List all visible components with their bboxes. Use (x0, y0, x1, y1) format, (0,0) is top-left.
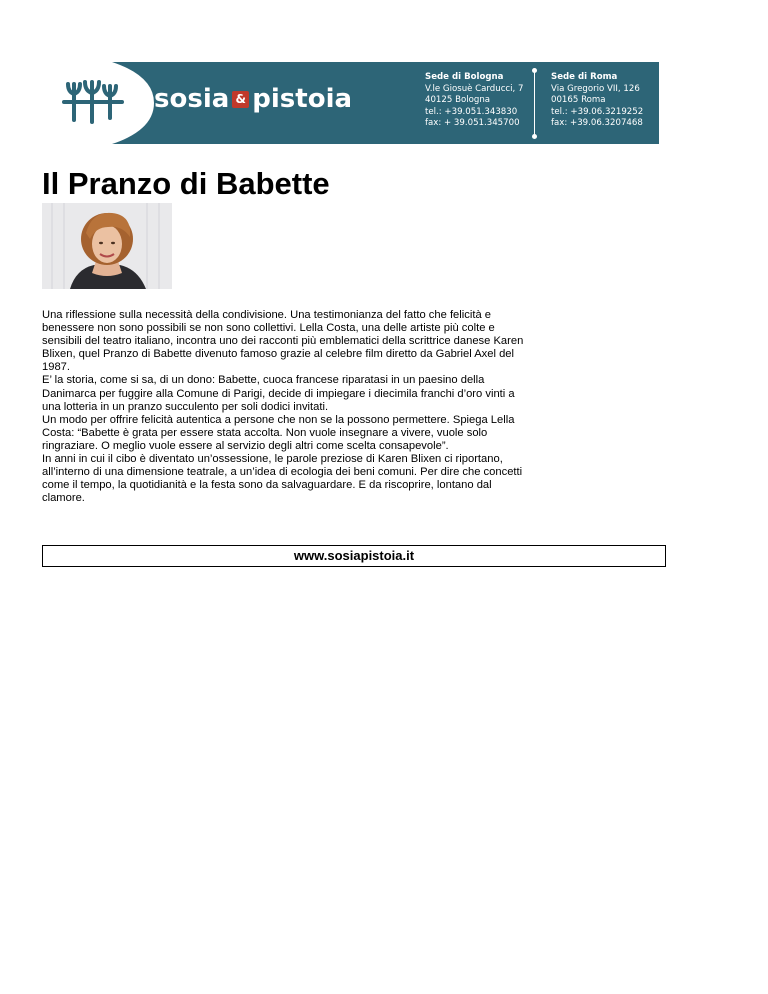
ampersand-badge: & (232, 91, 249, 108)
office-roma-phone: tel.: +39.06.3219252 (551, 106, 644, 117)
office-roma-city: 00165 Roma (551, 95, 606, 105)
article-paragraph: Un modo per offrire felicità autentica a persone che non se la possono permettere. Spiega Lella Costa: “Babette è grata per essere stata accolta. Non vuole insegnare a vivere, vuole solo ringraziare. O meglio vuole essere al servizio degli altri come scelta consapevole”. (42, 413, 515, 452)
office-bologna-phone: tel.: +39.051.343830 (425, 106, 518, 117)
brand-right: pistoia (252, 84, 353, 114)
office-roma-fax: fax: +39.06.3207468 (551, 118, 643, 128)
article-paragraph: E’ la storia, come si sa, di un dono: Babette, cuoca francese riparatasi in un paesino della Danimarca per fuggire alla Comune di Parigi, decide di impiegare i diecimila franchi d’oro vinti a una lotteria in un pranzo succulento per soli dodici invitati. (42, 374, 515, 413)
office-roma-address: Via Gregorio VII, 126 (551, 83, 640, 94)
logo-emblem (42, 62, 156, 144)
article-paragraph: Una riflessione sulla necessità della condivisione. Una testimonianza del fatto che felicità e benessere non sono possibili se non sono collettivi. Lella Costa, una delle artiste più colte e sensibili del teatro italiano, incontra uno dei racconti più emblematici della scrittrice danese Karen Blixen, quel Pranzo di Babette divenuto famoso grazie al celebre film diretto da Gabriel Axel del 1987. (42, 309, 524, 374)
office-bologna-fax: fax: + 39.051.345700 (425, 118, 520, 128)
brand-wordmark (154, 84, 352, 114)
footer-website-box (42, 545, 666, 567)
portrait-illustration (42, 203, 172, 289)
website-url: www.sosiapistoia.it (293, 548, 415, 563)
header-banner (42, 62, 659, 144)
office-bologna-title: Sede di Bologna (425, 72, 504, 82)
brand-left: sosia (154, 84, 230, 114)
office-divider (534, 70, 535, 136)
portrait-photo (42, 203, 172, 289)
article-paragraph: In anni in cui il cibo è diventato un’ossessione, le parole preziose di Karen Blixen ci riportano, all’interno di una dimensione teatrale, a un’idea di ecologia dei beni comuni. Per dire che concetti come il tempo, la quotidianità e la festa sono da salvaguardare. E da riscoprire, lontano dal clamore. (42, 453, 523, 505)
article-body (42, 309, 532, 505)
office-bologna (425, 72, 523, 130)
divider-dot-bottom (532, 134, 537, 139)
office-bologna-city: 40125 Bologna (425, 95, 491, 105)
office-roma-title: Sede di Roma (551, 72, 618, 82)
article-title: Il Pranzo di Babette (42, 166, 330, 201)
divider-dot-top (532, 68, 537, 73)
office-roma (551, 72, 643, 130)
office-bologna-address: V.le Giosuè Carducci, 7 (425, 83, 524, 94)
